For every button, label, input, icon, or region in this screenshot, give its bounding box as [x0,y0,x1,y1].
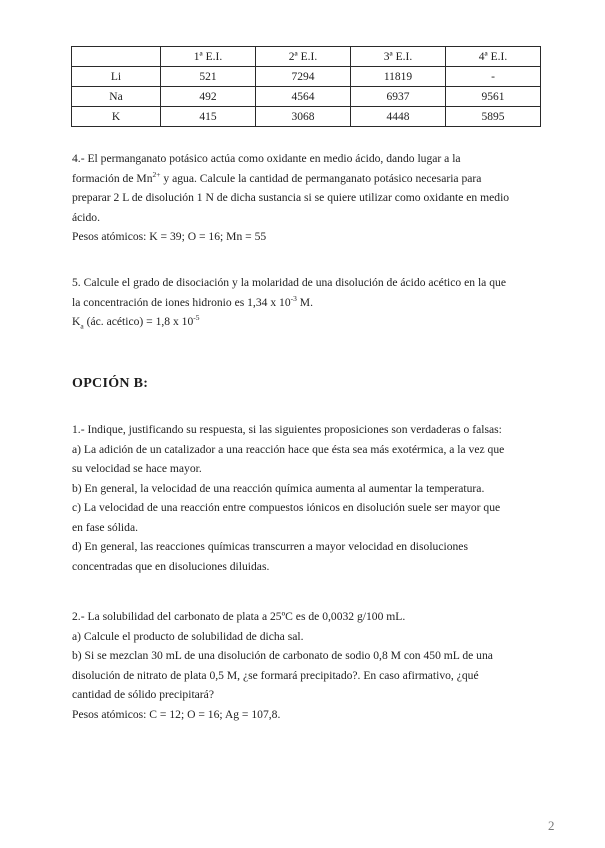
question-text-line: ácido. [72,210,101,224]
question-text-line: d) En general, las reacciones químicas transcurren a mayor velocidad en disoluciones [72,540,468,553]
question-text-line: b) En general, la velocidad de una reacción química aumenta al aumentar la temperatura. [72,481,485,495]
question-text-line: preparar 2 L de disolución 1 N de dicha sustancia si se quiere utilizar como oxidante en medio [72,191,510,204]
table-row [72,67,541,87]
table-cell: 11819 [351,67,446,87]
question-text-line: c) La velocidad de una reacción entre compuestos iónicos en disolución suele ser mayor que [72,501,501,514]
atomic-weights-line: Pesos atómicos: K = 39; O = 16; Mn = 55 [72,230,267,243]
table-cell: 4564 [256,87,351,107]
page-number: 2 [548,818,555,833]
table-cell: Li [72,67,161,87]
question-text-line: su velocidad se hace mayor. [72,462,202,475]
table-header-cell: 2ª E.I. [256,47,351,67]
table-header-cell: 1ª E.I. [161,47,256,67]
question-text-line: concentradas que en disoluciones diluidas. [72,559,270,573]
table-header-cell [72,47,161,67]
question-b1 [72,420,532,576]
question-text-line: la concentración de iones hidronio es 1,34 x $10^{-3}$ M. [72,293,313,309]
question-text-line: a) Calcule el producto de solubilidad de dicha sal. [72,629,304,643]
question-text-line: a) La adición de un catalizador a una reacción hace que ésta sea más exotérmica, a la vez que [72,442,505,456]
question-text-line: cantidad de sólido precipitará? [72,688,214,701]
table-cell: 3068 [256,107,351,127]
table-cell: 9561 [446,87,541,107]
question-text-line: formación de $Mn^{2+}$ y agua. Calcule la cantidad de permanganato potásico necesaria para [72,169,482,185]
question-b2 [72,607,532,724]
question-4 [72,149,532,247]
question-text-line: disolución de nitrato de plata 0,5 M, ¿se formará precipitado?. En caso afirmativo, ¿qué [72,668,479,682]
table-row [72,87,541,107]
question-text-line: en fase sólida. [72,520,138,534]
table-cell: 521 [161,67,256,87]
question-text-line: 2.- La solubilidad del carbonato de plata a 25ºC es de 0,0032 g/100 mL. [72,610,406,623]
table-cell: 6937 [351,87,446,107]
question-text-line: 1.- Indique, justificando su respuesta, si las siguientes proposiciones son verdaderas o falsas: [72,423,502,436]
ionization-energy-table [71,46,541,127]
constant-line: $K_a$ (ác. acético) = 1,8 x $10^{-5}$ [72,313,200,331]
question-text-line: b) Si se mezclan 30 mL de una disolución de carbonato de sodio 0,8 M con 450 mL de una [72,649,493,662]
table-cell: - [446,67,541,87]
table-header-cell: 4ª E.I. [446,47,541,67]
table-cell: K [72,107,161,127]
table-header-row [72,47,541,67]
table-cell: Na [72,87,161,107]
table-cell: 4448 [351,107,446,127]
table-header-cell: 3ª E.I. [351,47,446,67]
table-row [72,107,541,127]
table-cell: 492 [161,87,256,107]
table-cell: 415 [161,107,256,127]
table-cell: 5895 [446,107,541,127]
table-cell: 7294 [256,67,351,87]
atomic-weights-line: Pesos atómicos: C = 12; O = 16; Ag = 107,8. [72,707,281,721]
section-heading: OPCIÓN B: [72,376,149,391]
question-5 [72,273,532,332]
question-text-line: 5. Calcule el grado de disociación y la molaridad de una disolución de ácido acético en la que [72,276,506,289]
question-text-line: 4.- El permanganato potásico actúa como oxidante en medio ácido, dando lugar a la [72,152,461,165]
